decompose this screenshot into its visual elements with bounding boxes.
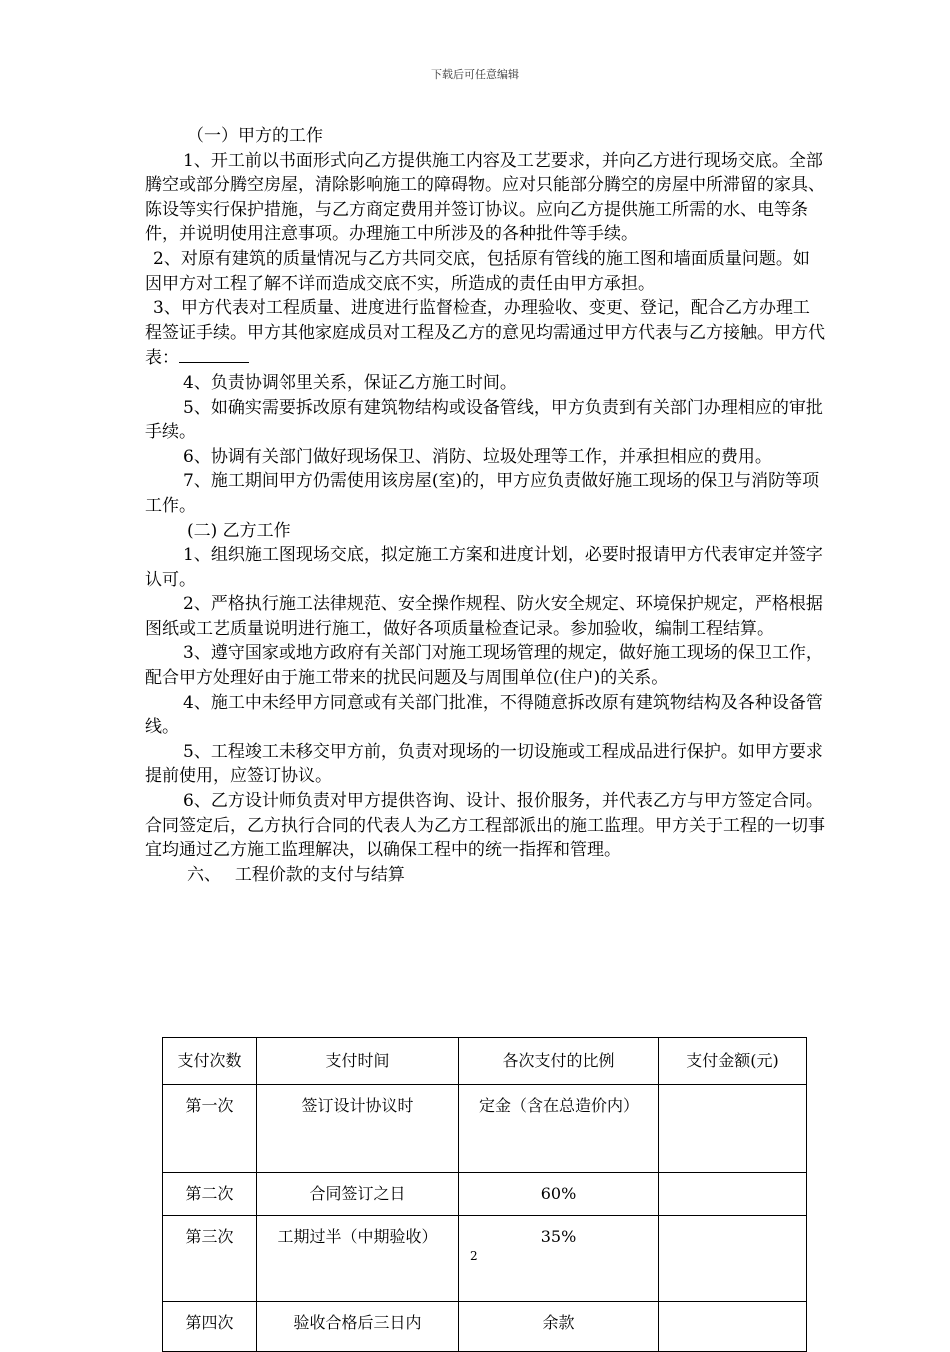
section-one-item (145, 296, 825, 371)
header-cell: 支付时间 (257, 1038, 459, 1085)
when-cell (257, 1216, 459, 1302)
section-one-item: 2、对原有建筑的质量情况与乙方共同交底，包括原有管线的施工图和墙面质量问题。如因甲方对工程了解不详而造成交底不实，所造成的责任由甲方承担。 (145, 248, 810, 294)
amount-cell (659, 1173, 807, 1216)
when-text: 工期过半（中期验收） (277, 1227, 438, 1246)
header-cell: 支付次数 (163, 1038, 257, 1085)
table-row (163, 1173, 807, 1216)
ratio-text: 定金（含在总造价内） (479, 1096, 640, 1115)
ratio-cell (459, 1085, 659, 1173)
amount-cell (659, 1216, 807, 1302)
when-cell: 验收合格后三日内 (257, 1302, 459, 1352)
ratio-cell: 35% (459, 1216, 659, 1302)
times-cell: 第二次 (163, 1173, 257, 1216)
section-one-item: 5、如确实需要拆改原有建筑物结构或设备管线，甲方负责到有关部门办理相应的审批手续。 (145, 397, 823, 443)
times-cell: 第四次 (163, 1302, 257, 1352)
section-two-item: 2、严格执行施工法律规范、安全操作规程、防火安全规定、环境保护规定，严格根据图纸或工艺质量说明进行施工，做好各项质量检查记录。参加验收，编制工程结算。 (145, 594, 823, 639)
section-one-item-text: 3、甲方代表对工程质量、进度进行监督检查，办理验收、变更、登记，配合乙方办理工程签证手续。甲方其他家庭成员对工程及乙方的意见均需通过甲方代表与乙方接触。甲方代表： (145, 298, 825, 369)
when-cell: 合同签订之日 (257, 1173, 459, 1216)
section-two-heading: (二) 乙方工作 (187, 520, 291, 541)
section-one-item: 6、协调有关部门做好现场保卫、消防、垃圾处理等工作，并承担相应的费用。 (183, 446, 772, 467)
payment-table (162, 1037, 807, 1352)
page-number: 2 (470, 1249, 478, 1263)
times-cell: 第三次 (163, 1216, 257, 1302)
times-cell: 第一次 (163, 1085, 257, 1173)
section-one-item: 4、负责协调邻里关系，保证乙方施工时间。 (183, 372, 517, 393)
ratio-cell: 60% (459, 1173, 659, 1216)
amount-cell (659, 1302, 807, 1352)
section-six-heading: 六、 工程价款的支付与结算 (187, 864, 405, 885)
table-row (163, 1085, 807, 1173)
section-two-item: 4、施工中未经甲方同意或有关部门批准，不得随意拆改原有建筑物结构及各种设备管线。 (145, 692, 823, 738)
section-one-item: 7、施工期间甲方仍需使用该房屋(室)的，甲方应负责做好施工现场的保卫与消防等项工作。 (145, 471, 820, 516)
when-cell: 签订设计协议时 (257, 1085, 459, 1173)
section-two-item: 6、乙方设计师负责对甲方提供咨询、设计、报价服务，并代表乙方与甲方签定合同。合同签定后，乙方执行合同的代表人为乙方工程部派出的施工监理。甲方关于工程的一切事宜均通过乙方施工监理解决，以确保工程中的统一指挥和管理。 (145, 791, 825, 861)
section-one-heading: （一）甲方的工作 (187, 126, 323, 146)
page-header: 下载后可任意编辑 (431, 68, 519, 81)
section-two-item: 1、组织施工图现场交底，拟定施工方案和进度计划，必要时报请甲方代表审定并签字认可。 (145, 545, 823, 590)
table-row (163, 1302, 807, 1352)
representative-blank (179, 345, 249, 363)
table-header-row (163, 1038, 807, 1085)
section-two-item: 5、工程竣工未移交甲方前，负责对现场的一切设施或工程成品进行保护。如甲方要求提前使用，应签订协议。 (145, 741, 823, 787)
table-row (163, 1216, 807, 1302)
header-cell: 各次支付的比例 (459, 1038, 659, 1085)
header-cell: 支付金额(元) (659, 1038, 807, 1085)
contract-body (145, 124, 825, 887)
ratio-cell: 余款 (459, 1302, 659, 1352)
amount-cell (659, 1085, 807, 1173)
section-two-item: 3、遵守国家或地方政府有关部门对施工现场管理的规定，做好施工现场的保卫工作，配合甲方处理好由于施工带来的扰民问题及与周围单位(住户)的关系。 (145, 643, 823, 689)
section-one-item: 1、开工前以书面形式向乙方提供施工内容及工艺要求，并向乙方进行现场交底。全部腾空或部分腾空房屋，清除影响施工的障碍物。应对只能部分腾空的房屋中所滞留的家具、陈设等实行保护措施，与乙方商定费用并签订协议。应向乙方提供施工所需的水、电等条件，并说明使用注意事项。办理施工中所涉及的各种批件等手续。 (145, 150, 825, 245)
